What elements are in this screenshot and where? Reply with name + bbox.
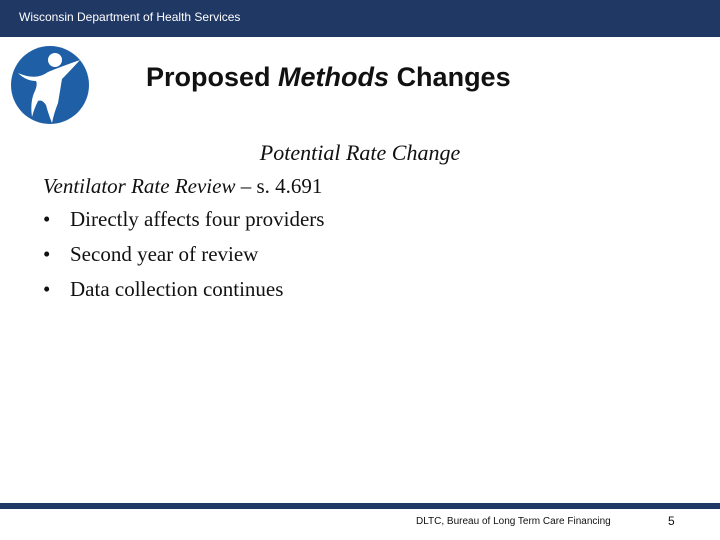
bullet-text: Data collection continues	[70, 277, 284, 301]
review-label: Ventilator Rate Review	[43, 174, 236, 198]
list-item	[43, 242, 324, 277]
header-bar	[0, 0, 720, 37]
title-part-2: Methods	[278, 62, 390, 92]
title-part-1: Proposed	[146, 62, 271, 92]
footer-text: DLTC, Bureau of Long Term Care Financing	[416, 516, 611, 527]
review-reference: – s. 4.691	[235, 174, 323, 198]
title-part-3: Changes	[396, 62, 511, 92]
bullet-text: Second year of review	[70, 242, 259, 266]
bullet-symbol: •	[43, 277, 51, 301]
review-line	[43, 174, 322, 199]
footer-rule	[0, 503, 720, 509]
bullet-symbol: •	[43, 207, 51, 231]
bullet-text: Directly affects four providers	[70, 207, 325, 231]
person-figure-logo-icon	[8, 43, 92, 127]
page-number: 5	[668, 514, 675, 528]
list-item	[43, 207, 324, 242]
header-org-name: Wisconsin Department of Health Services	[19, 10, 241, 24]
list-item	[43, 277, 324, 312]
slide-title	[146, 62, 511, 93]
bullet-list	[43, 207, 324, 312]
subtitle-text: Potential Rate Change	[259, 140, 461, 165]
bullet-symbol: •	[43, 242, 51, 266]
subtitle	[0, 140, 720, 166]
